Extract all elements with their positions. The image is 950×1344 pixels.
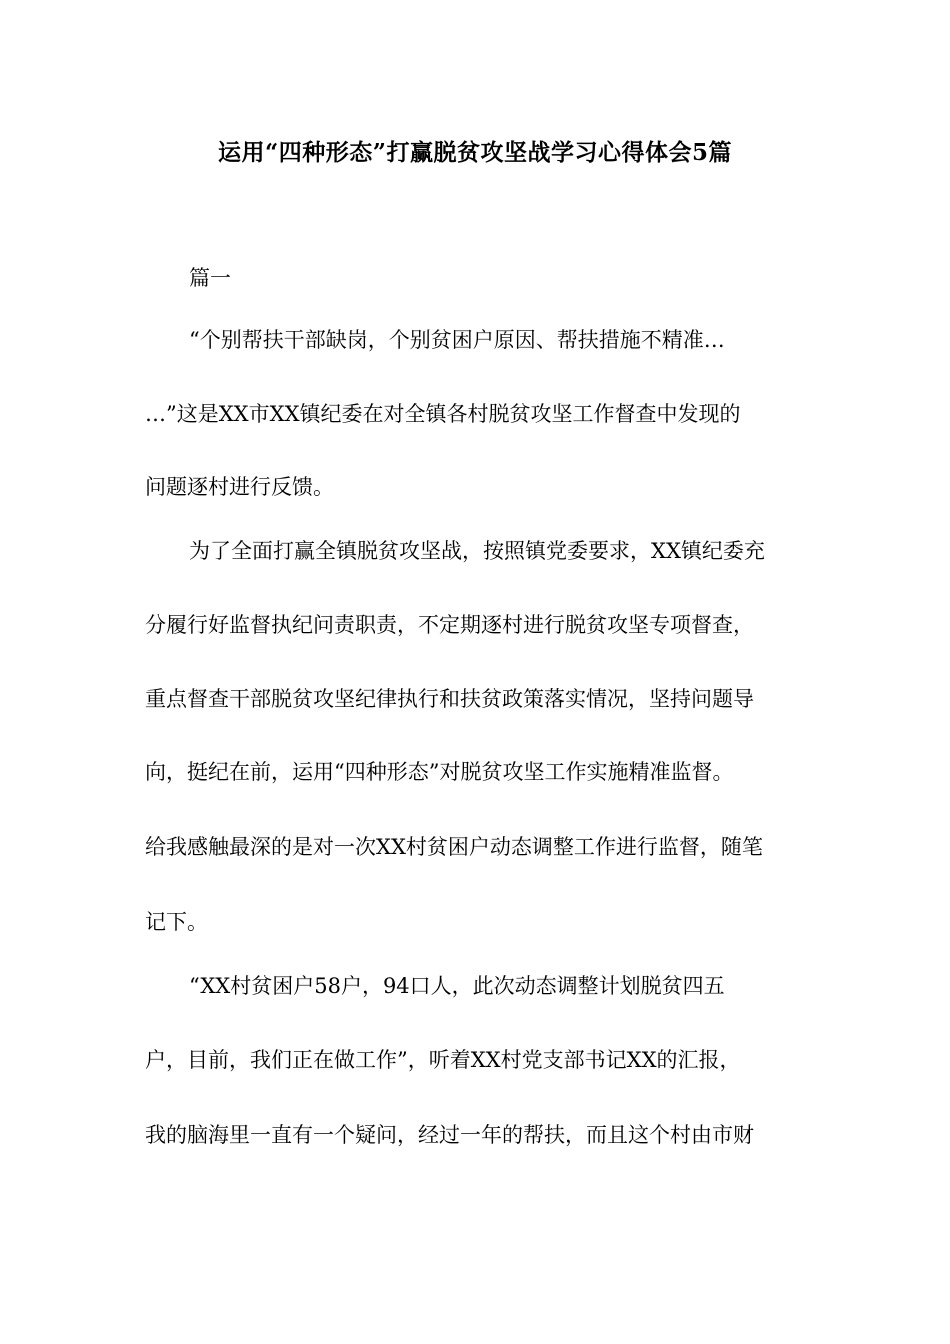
paragraph-line: 分履行好监督执纪问责职责，不定期逐村进行脱贫攻坚专项督查， (145, 613, 754, 637)
paragraph-line: 给我感触最深的是对一次XX村贫困户动态调整工作进行监督，随笔 (145, 835, 763, 859)
section-heading: 篇一 (189, 266, 231, 290)
paragraph-line: 问题逐村进行反馈。 (145, 475, 334, 499)
paragraph-line: 我的脑海里一直有一个疑问，经过一年的帮扶，而且这个村由市财 (145, 1123, 754, 1147)
paragraph-line: 重点督查干部脱贫攻坚纪律执行和扶贫政策落实情况，坚持问题导 (145, 687, 754, 711)
document-title: 运用“四种形态”打赢脱贫攻坚战学习心得体会5篇 (218, 139, 732, 166)
paragraph-line: 为了全面打赢全镇脱贫攻坚战，按照镇党委要求，XX镇纪委充 (189, 539, 765, 563)
paragraph-line: 户，目前，我们正在做工作”，听着XX村党支部书记XX的汇报， (145, 1048, 741, 1072)
paragraph-line: “个别帮扶干部缺岗，个别贫困户原因、帮扶措施不精准… (189, 328, 725, 352)
paragraph-line: 向，挺纪在前，运用“四种形态”对脱贫攻坚工作实施精准监督。 (145, 760, 734, 784)
paragraph-line: “XX村贫困户58户，94口人，此次动态调整计划脱贫四五 (189, 974, 725, 998)
paragraph-line: 记下。 (145, 910, 208, 934)
paragraph-line: …”这是XX市XX镇纪委在对全镇各村脱贫攻坚工作督查中发现的 (145, 402, 741, 426)
